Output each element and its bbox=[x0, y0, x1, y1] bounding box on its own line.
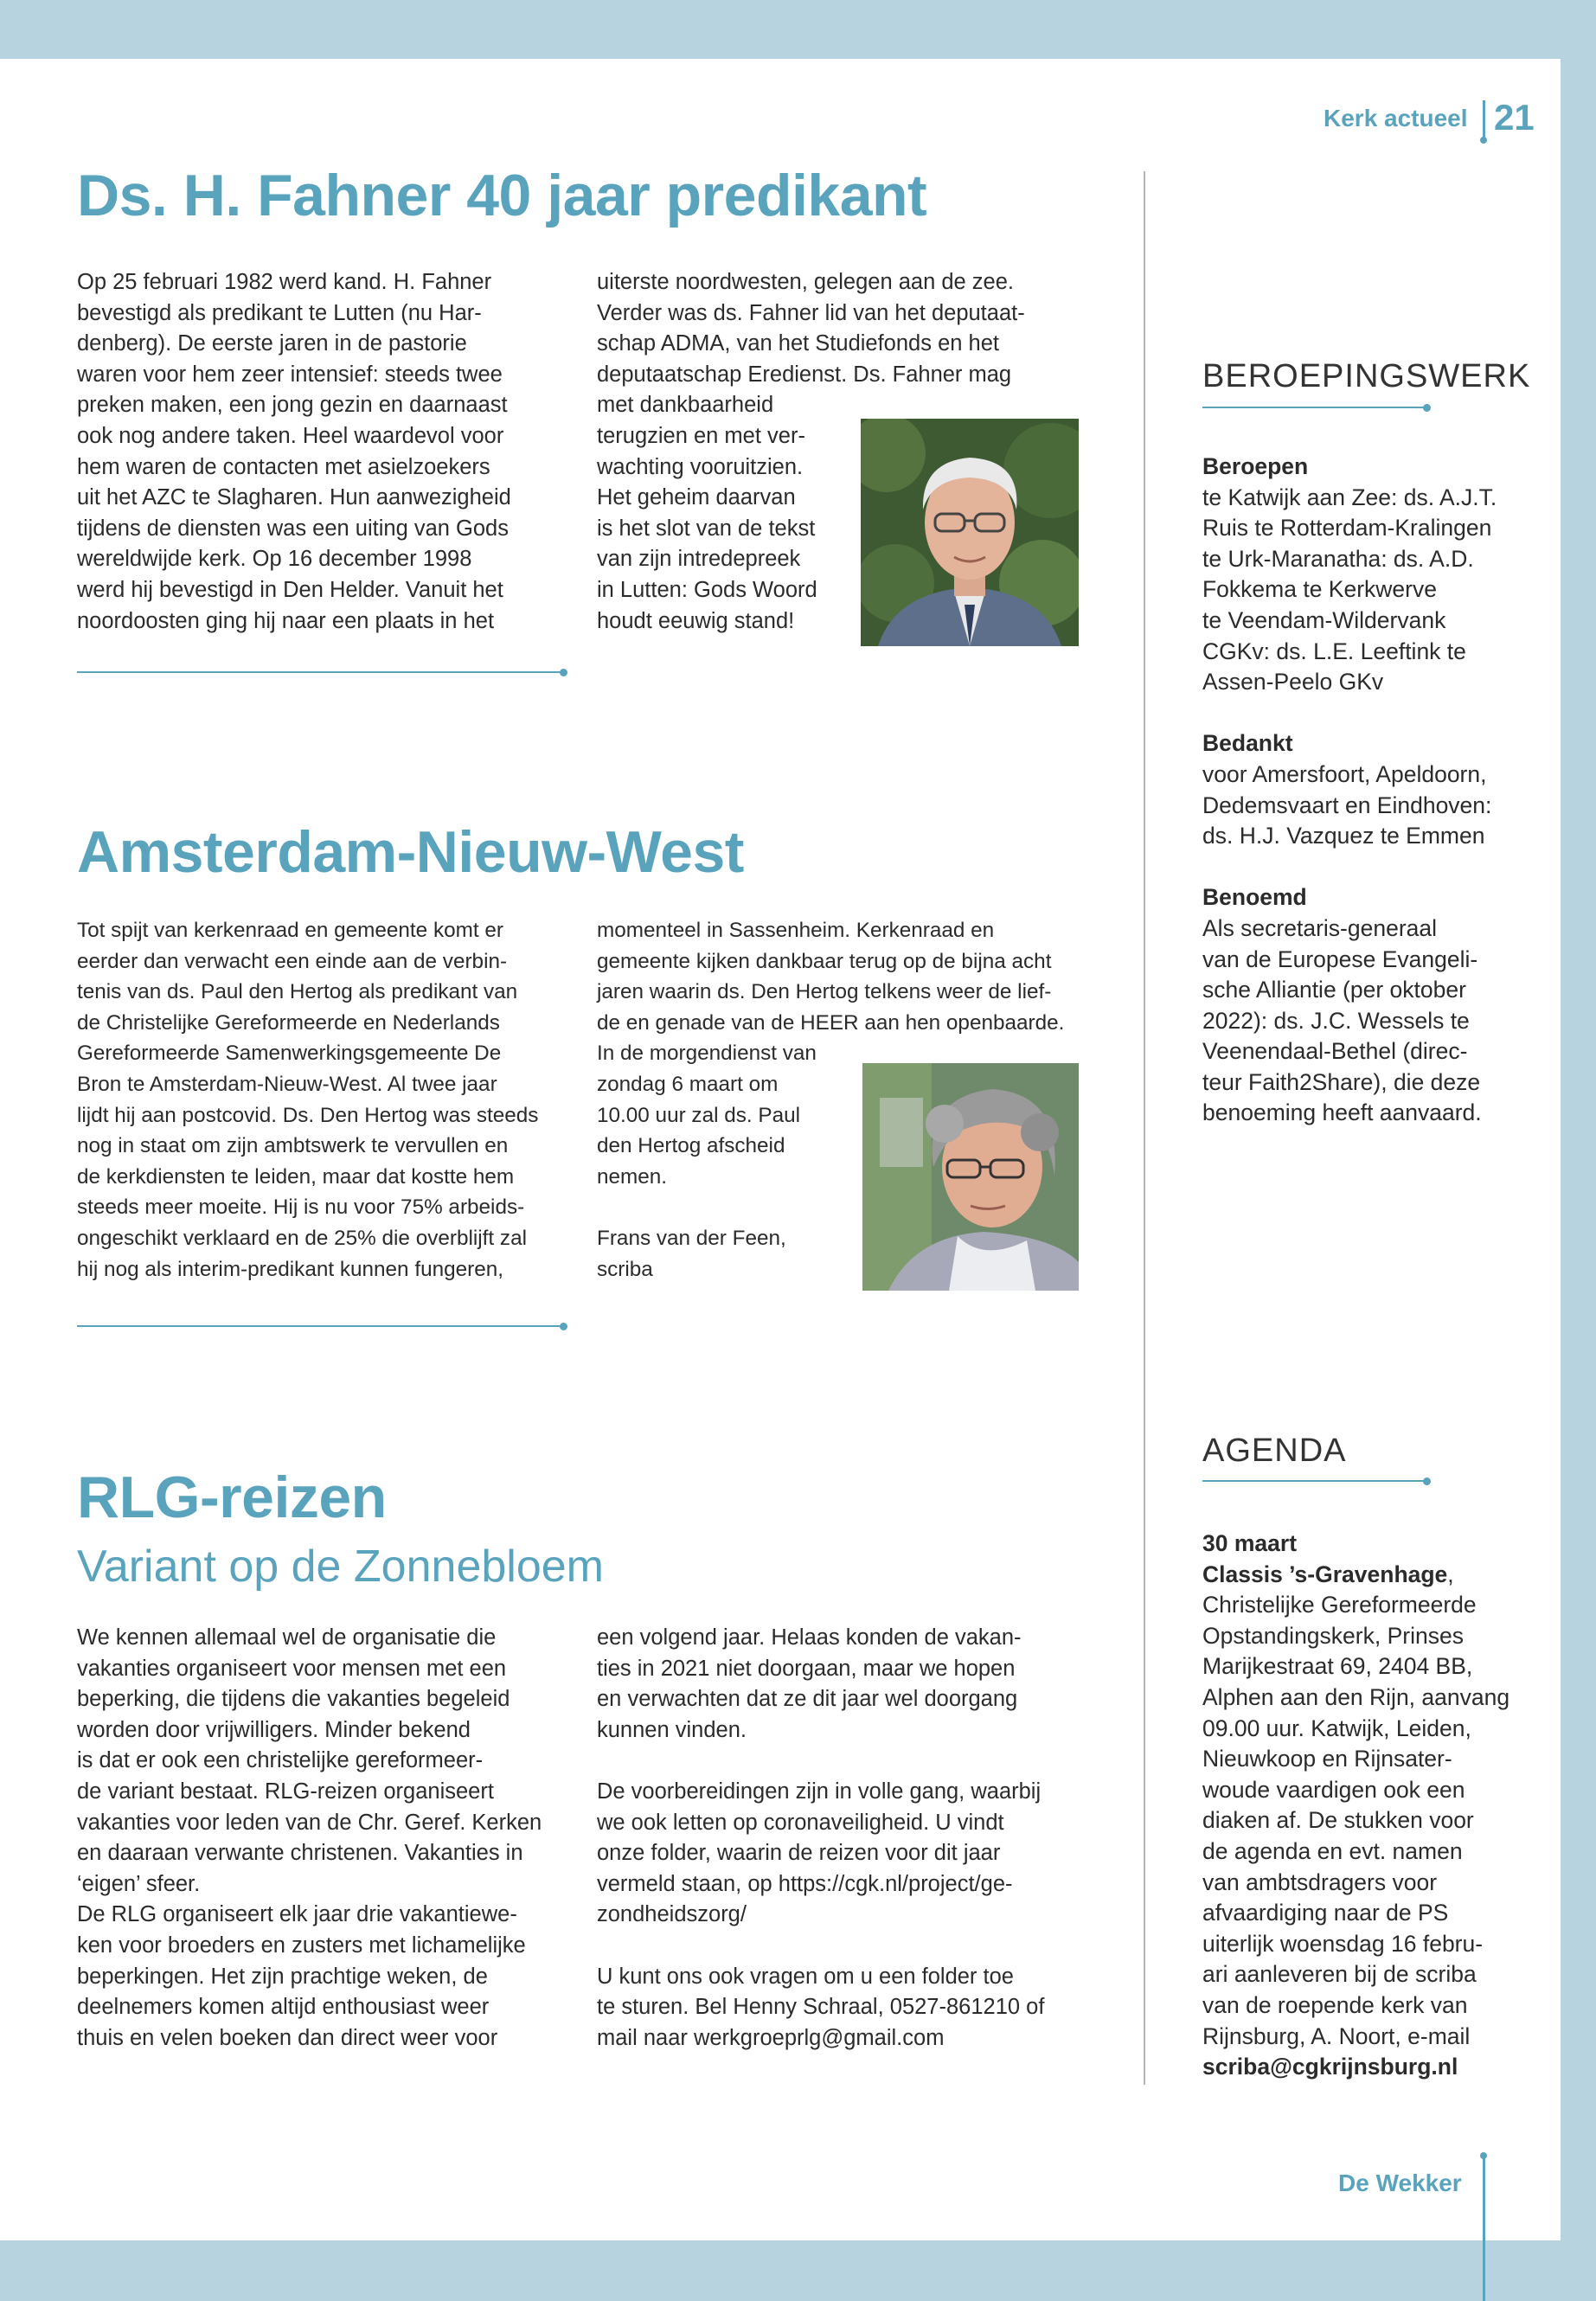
article3-subtitle: Variant op de Zonnebloem bbox=[77, 1541, 604, 1592]
benoemd-label: Benoemd bbox=[1202, 884, 1307, 911]
header-divider bbox=[1483, 100, 1485, 140]
article1-title: Ds. H. Fahner 40 jaar predikant bbox=[77, 163, 927, 228]
article2-title: Amsterdam-Nieuw-West bbox=[77, 819, 744, 885]
footer-magazine: De Wekker bbox=[1338, 2170, 1462, 2196]
article1-divider bbox=[77, 671, 564, 673]
article1-col2: uiterste noordwesten, gelegen aan de zee. Verder was ds. Fahner lid van het deputaat- schap ADMA, van het Studiefonds en het deputaatschap Eredienst. Ds. Fahner mag met dankbaarheid terugzien en met ver- wachting vooruitzien. Het geheim daarvan is het slot van de tekst van zijn intredepreek in Lutten: Gods Woord houdt eeuwig stand! bbox=[597, 270, 1025, 633]
portrait-fahner bbox=[861, 419, 1079, 646]
column-separator bbox=[1144, 171, 1145, 2085]
article2-col2: momenteel in Sassenheim. Kerkenraad en gemeente kijken dankbaar terug op de bijna acht jaren waarin ds. Den Hertog telkens weer de lief- de en genade van de HEER aan hen openbaarde. In de morgendienst van zondag 6 maart om 10.00 uur zal ds. Paul den Hertog afscheid nemen. Frans van der Feen, scriba bbox=[597, 919, 1065, 1281]
header-divider-dot bbox=[1480, 137, 1487, 144]
footer-divider bbox=[1483, 2156, 1485, 2301]
agenda-email[interactable]: scriba@cgkrijnsburg.nl bbox=[1202, 2054, 1458, 2080]
section-label: Kerk actueel bbox=[1324, 105, 1468, 131]
sidebar-rule-agenda bbox=[1202, 1480, 1427, 1482]
page-number: 21 bbox=[1494, 97, 1535, 138]
agenda-classis: Classis ’s-Gravenhage bbox=[1202, 1561, 1448, 1587]
agenda-date: 30 maart bbox=[1202, 1530, 1298, 1556]
sidebar-rule-beroepingswerk bbox=[1202, 407, 1427, 408]
article3-col1: We kennen allemaal wel de organisatie die vakanties organiseert voor mensen met een beperking, die tijdens die vakanties begeleid worden door vrijwilligers. Minder bekend is dat er ook een christelijke gereformeer- de variant bestaat. RLG-reizen organiseert vakanties voor leden van de Chr. Geref. Kerken en daaraan verwante christenen. Vakanties in ‘eigen’ sfeer. De RLG organiseert elk jaar drie vakantiewe- ken voor broeders en zusters met lichamelijke beperkingen. Het zijn prachtige weken, de deelnemers komen altijd enthousiast weer thuis en velen boeken dan direct weer voor bbox=[77, 1625, 542, 2050]
beroepingswerk-body: Beroepen te Katwijk aan Zee: ds. A.J.T. Ruis te Rotterdam-Kralingen te Urk-Maranatha: ds. A.D. Fokkema te Kerkwerve te Veendam-Wildervank CGKv: ds. L.E. Leeftink te Assen-Peelo GKv Bedankt voor Amersfoort, Apeldoorn, Dedemsvaart en Eindhoven: ds. H.J. Vazquez te Emmen Benoemd Als secretaris-generaal van de Europese Evangeli- sche Alliantie (per oktober 2022): ds. J.C. Wessels te Veenendaal-Bethel (direc- teur Faith2Share), die deze benoeming heeft aanvaard. bbox=[1202, 453, 1497, 1126]
article1-col1: Op 25 februari 1982 werd kand. H. Fahner bevestigd als predikant te Lutten (nu Har- denberg). De eerste jaren in de pastorie waren voor hem zeer intensief: steeds twee preken maken, een jong gezin en daarnaast ook nog andere taken. Heel waardevol voor hem waren de contacten met asielzoekers uit het AZC te Slagharen. Hun aanwezigheid tijdens de diensten was een uiting van Gods wereldwijde kerk. Op 16 december 1998 werd hij bevestigd in Den Helder. Vanuit het noordoosten ging hij naar een plaats in het bbox=[77, 270, 511, 633]
article2-col1: Tot spijt van kerkenraad en gemeente komt er eerder dan verwacht een einde aan de verbin- tenis van ds. Paul den Hertog als predikant van de Christelijke Gereformeerde en Nederlands Gereformeerde Samenwerkingsgemeente De Bron te Amsterdam-Nieuw-West. Al twee jaar lijdt hij aan postcovid. Ds. Den Hertog was steeds nog in staat om zijn ambtswerk te vervullen en de kerkdiensten te leiden, maar dat kostte hem steeds meer moeite. Hij is nu voor 75% arbeids- ongeschikt verklaard en de 25% die overblijft zal hij nog als interim-predikant kunnen fungeren, bbox=[77, 919, 539, 1281]
sidebar-heading-agenda: AGENDA bbox=[1202, 1433, 1347, 1469]
sidebar-heading-beroepingswerk: BEROEPINGSWERK bbox=[1202, 358, 1531, 394]
article3-title: RLG-reizen bbox=[77, 1465, 387, 1530]
agenda-body: 30 maart Classis ’s-Gravenhage, Christelijke Gereformeerde Opstandingskerk, Prinses Marijkestraat 69, 2404 BB, Alphen aan den Rijn, aanvang 09.00 uur. Katwijk, Leiden, Nieuwkoop en Rijnsater- woude vaardigen ook een diaken af. De stukken voor de agenda en evt. namen van ambtsdragers voor afvaardiging naar de PS uiterlijk woensdag 16 febru- ari aanleveren bij de scriba van de roepende kerk van Rijnsburg, A. Noort, e-mail scriba@cgkrijnsburg.nl bbox=[1202, 1530, 1510, 2080]
article3-col2: een volgend jaar. Helaas konden de vakan- ties in 2021 niet doorgaan, maar we hopen en verwachten dat ze dit jaar wel doorgang kunnen vinden. De voorbereidingen zijn in volle gang, waarbij we ook letten op coronaveiligheid. U vindt onze folder, waarin de reizen voor dit jaar vermeld staan, op https://cgk.nl/project/ge- zondheidszorg/ U kunt ons ook vragen om u een folder toe te sturen. Bel Henny Schraal, 0527-861210 of mail naar werkgroeprlg@gmail.com bbox=[597, 1625, 1045, 2050]
beroepen-label: Beroepen bbox=[1202, 453, 1309, 479]
portrait-den-hertog bbox=[862, 1063, 1079, 1291]
article2-divider bbox=[77, 1325, 564, 1327]
bedankt-label: Bedankt bbox=[1202, 730, 1293, 757]
